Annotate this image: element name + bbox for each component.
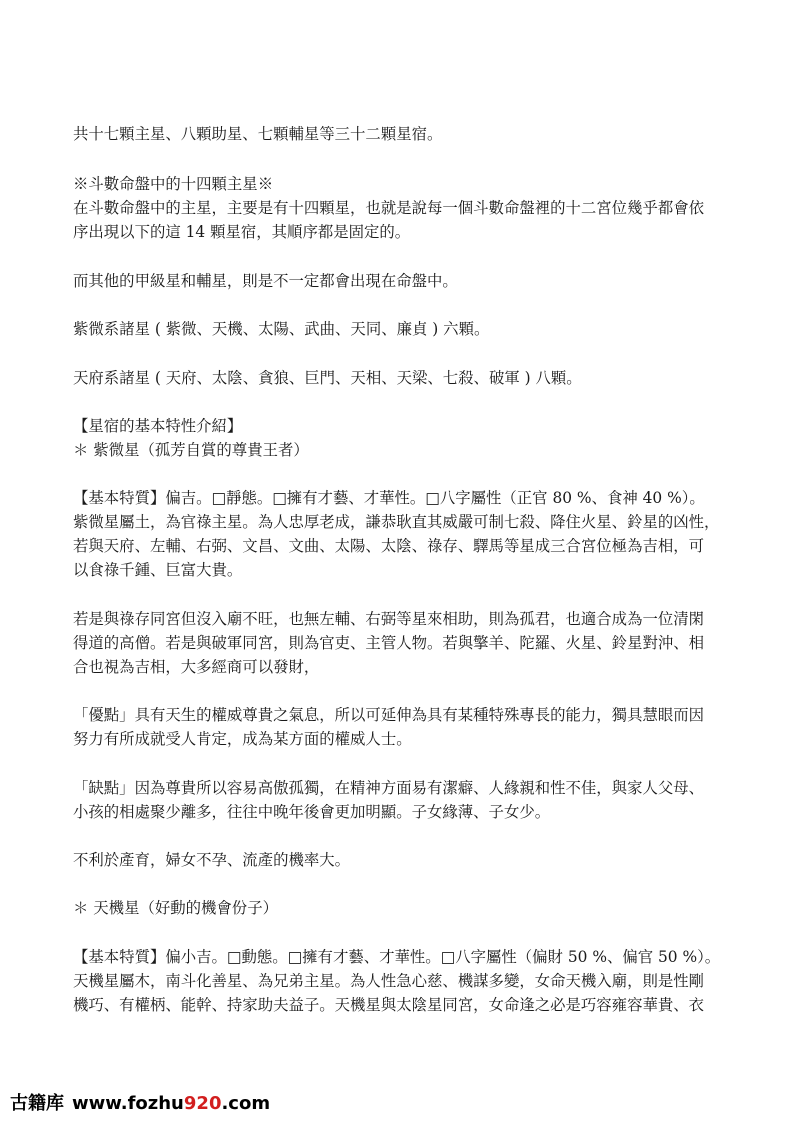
text-line: 小孩的相處聚少離多，往往中晚年後會更加明顯。子女緣薄、子女少。 — [73, 803, 551, 821]
site-prefix: www.fozhu — [72, 1093, 184, 1114]
site-number: 920 — [183, 1093, 222, 1114]
footer-brand: 古籍库 — [10, 1093, 64, 1114]
footer-site-link[interactable] — [72, 1093, 270, 1114]
text-line: 天府系諸星 ( 天府、太陰、貪狼、巨門、天相、天梁、七殺、破軍 ) 八顆。 — [73, 369, 582, 387]
text-line: 「缺點」因為尊貴所以容易高傲孤獨，在精神方面易有潔癖、人緣親和性不佳，與家人父母、 — [73, 779, 705, 797]
text-line: 共十七顆主星、八顆助星、七顆輔星等三十二顆星宿。 — [73, 125, 443, 143]
text-line: 合也視為吉相，大多經商可以發財， — [73, 658, 320, 676]
text-line: 「優點」具有天生的權威尊貴之氣息，所以可延伸為具有某種特殊專長的能力，獨具慧眼而因 — [73, 706, 705, 724]
text-line: 在斗數命盤中的主星，主要是有十四顆星，也就是說每一個斗數命盤裡的十二宮位幾乎都會依 — [73, 199, 705, 217]
section-heading: ※斗數命盤中的十四顆主星※ — [73, 175, 274, 193]
text-line: 不利於產育，婦女不孕、流產的機率大。 — [73, 851, 351, 869]
text-line: 【基本特質】偏吉。□靜態。□擁有才藝、才華性。□八字屬性（正官 80 %、食神 40 %）。 — [73, 489, 705, 507]
text-line: 序出現以下的這 14 顆星宿，其順序都是固定的。 — [73, 223, 411, 241]
text-line: 機巧、有權柄、能幹、持家助夫益子。天機星與太陰星同宮，女命逢之必是巧容雍容華貴、衣 — [73, 996, 705, 1014]
footer-watermark — [10, 1089, 270, 1119]
text-line: 以食祿千鍾、巨富大貴。 — [73, 561, 243, 579]
text-line: 紫微星屬土，為官祿主星。為人忠厚老成，謙恭耿直其威嚴可制七殺、降住火星、鈴星的凶性， — [73, 513, 720, 531]
text-line: 努力有所成就受人肯定，成為某方面的權威人士。 — [73, 730, 412, 748]
site-suffix: .com — [221, 1093, 271, 1114]
text-line: 【基本特質】偏小吉。□動態。□擁有才藝、才華性。□八字屬性（偏財 50 %、偏官 50 %）。 — [73, 948, 721, 966]
text-line: 紫微系諸星 ( 紫微、天機、太陽、武曲、天同、廉貞 ) 六顆。 — [73, 320, 490, 338]
text-line: 若是與祿存同宮但沒入廟不旺，也無左輔、右弼等星來相助，則為孤君，也適合成為一位清閑 — [73, 610, 705, 628]
section-heading: 【星宿的基本特性介紹】 — [73, 417, 243, 435]
star-heading: ＊ 紫微星（孤芳自賞的尊貴王者） — [73, 441, 309, 459]
star-heading: ＊ 天機星（好動的機會份子） — [73, 899, 278, 917]
text-line: 而其他的甲級星和輔星，則是不一定都會出現在命盤中。 — [73, 272, 458, 290]
text-line: 若與天府、左輔、右弼、文昌、文曲、太陽、太陰、祿存、驛馬等星成三合宮位極為吉相，可 — [73, 537, 705, 555]
text-line: 得道的高僧。若是與破軍同宮，則為官吏、主管人物。若與擎羊、陀羅、火星、鈴星對沖、相 — [73, 634, 705, 652]
text-line: 天機星屬木，南斗化善星、為兄弟主星。為人性急心慈、機謀多變，女命天機入廟，則是性剛 — [73, 972, 705, 990]
